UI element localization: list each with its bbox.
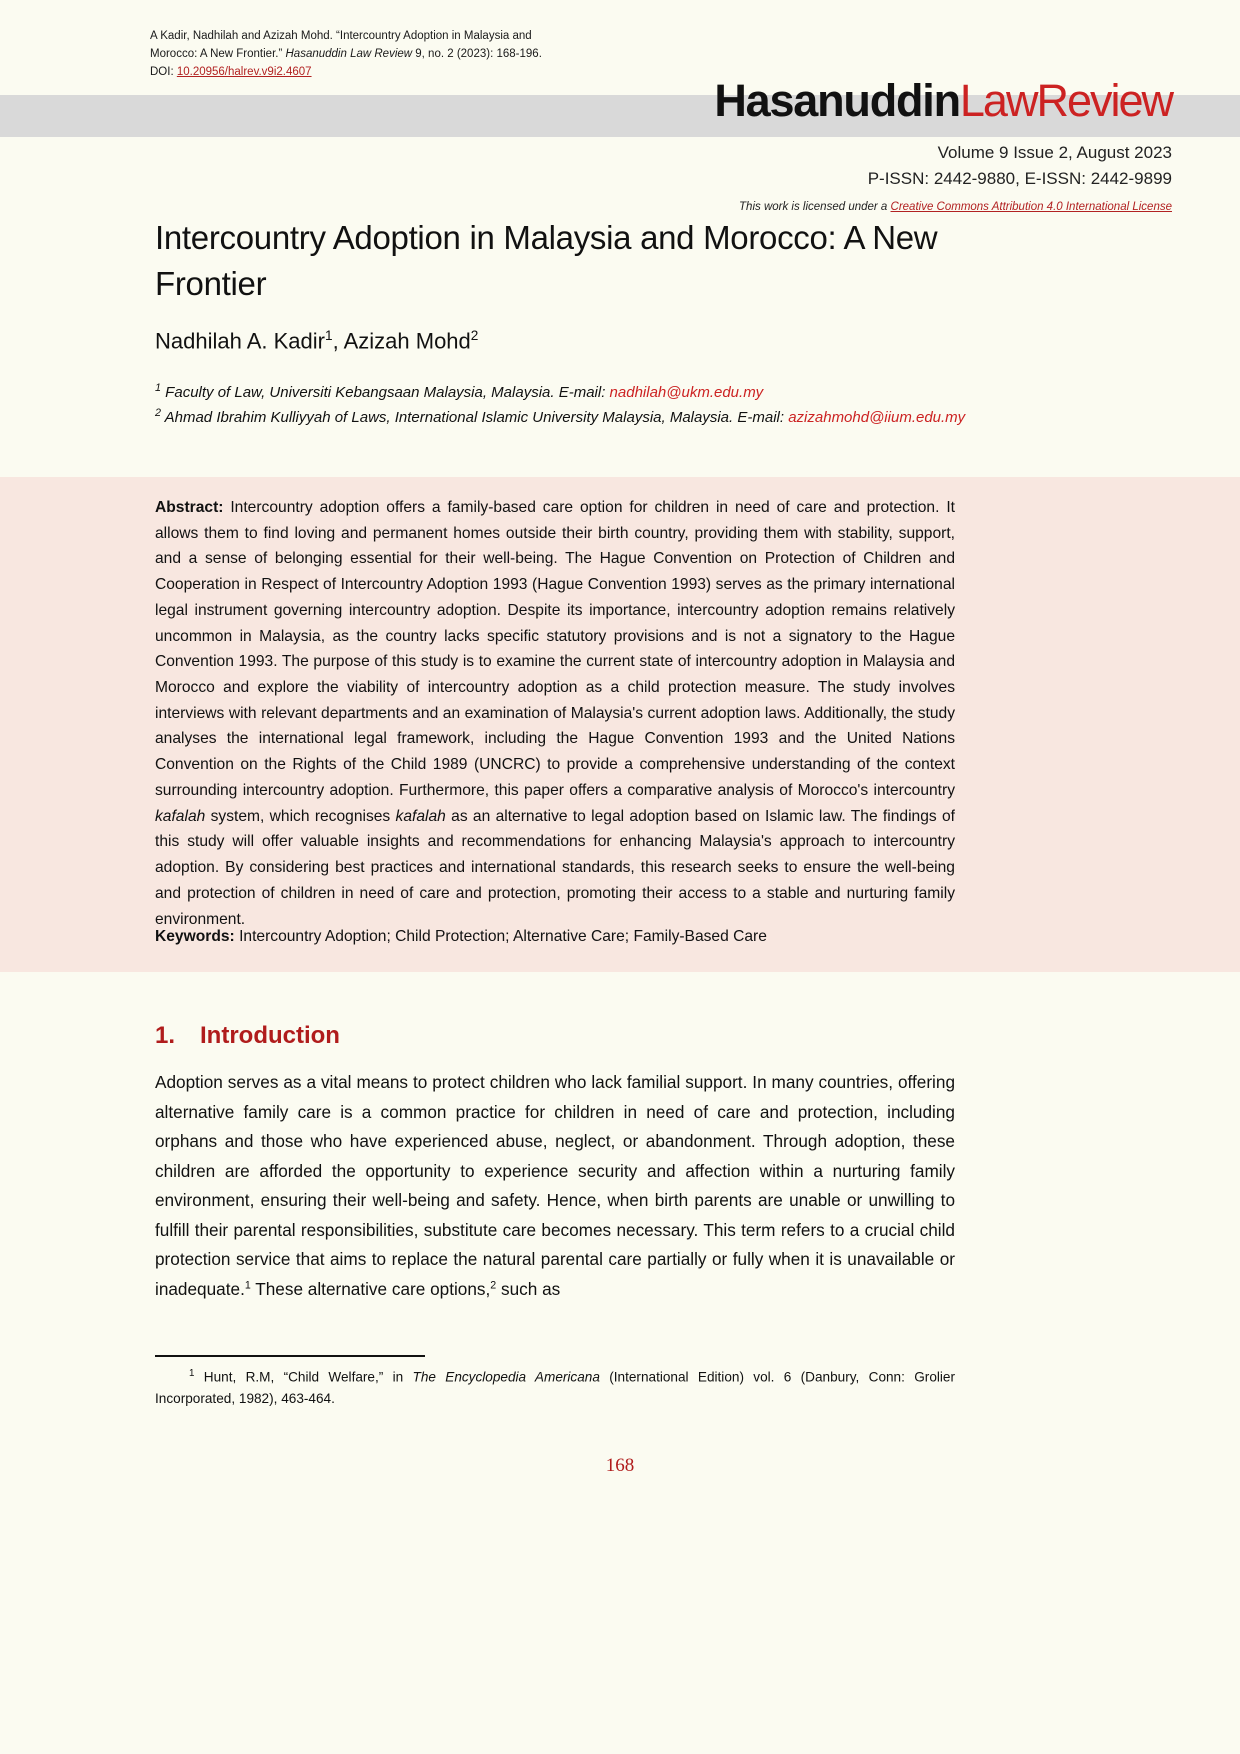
- author-separator: ,: [332, 328, 344, 354]
- footnote-text-a: Hunt, R.M, “Child Welfare,” in: [194, 1369, 413, 1385]
- masthead-black-text: Hasanuddin: [714, 75, 960, 126]
- abstract-part-1: Intercountry adoption offers a family-based care option for children in need of care and protection. It allows them to find loving and permanent homes outside their birth country, providing them with stability, support, and a sense of belonging essential for their well-being. The Hague Convention on Protection of Children and Cooperation in Respect of Intercountry Adoption 1993 (Hague Convention 1993) serves as the primary international legal instrument governing intercountry adoption. Despite its importance, intercountry adoption remains relatively uncommon in Malaysia, as the country lacks specific statutory provisions and is not a signatory to the Hague Convention 1993. The purpose of this study is to examine the current state of intercountry adoption in Malaysia and Morocco and explore the viability of intercountry adoption as a child protection measure. The study involves interviews with relevant departments and an examination of Malaysia's current adoption laws. Additionally, the study analyses the international legal framework, including the Hague Convention 1993 and the United Nations Convention on the Rights of the Child 1989 (UNCRC) to provide a comprehensive understanding of the context surrounding intercountry adoption. Furthermore, this paper offers a comparative analysis of Morocco's intercountry: [155, 499, 955, 799]
- footnote-ref-1[interactable]: 1: [244, 1279, 251, 1292]
- volume-issue-line: Volume 9 Issue 2, August 2023: [937, 143, 1172, 162]
- doi-link[interactable]: 10.20956/halrev.v9i2.4607: [176, 65, 312, 78]
- page-title: Intercountry Adoption in Malaysia and Morocco: A New Frontier: [155, 219, 938, 302]
- footnote-ref-2[interactable]: 2: [490, 1279, 497, 1292]
- author-list: [155, 328, 985, 354]
- citation-line-1: A Kadir, Nadhilah and Azizah Mohd. “Intercountry Adoption in Malaysia: [150, 30, 510, 42]
- citation-line-2-prefix: and Morocco: A New Frontier.”: [150, 30, 532, 60]
- affiliation-1-email[interactable]: nadhilah@ukm.edu.my: [609, 384, 764, 401]
- footnote-separator: [155, 1355, 425, 1357]
- abstract-italic-kafalah-2: kafalah: [395, 807, 446, 825]
- masthead-red-text: LawReview: [959, 75, 1172, 126]
- affiliation-1-marker: 1: [155, 382, 162, 394]
- author-1-name: Nadhilah A. Kadir: [155, 328, 325, 354]
- author-1-affiliation-marker: 1: [325, 328, 333, 343]
- issn-line: P-ISSN: 2442-9880, E-ISSN: 2442-9899: [867, 169, 1172, 189]
- affiliation-2-email[interactable]: azizahmohd@iium.edu.my: [788, 409, 966, 427]
- affiliation-1-text: Faculty of Law, Universiti Kebangsaan Malaysia, Malaysia. E-mail:: [161, 384, 610, 401]
- journal-metadata: [472, 140, 1172, 217]
- citation-line-2-suffix: 9, no. 2 (2023):: [412, 47, 494, 60]
- affiliation-1: [155, 380, 983, 405]
- section-number: 1.: [155, 1022, 176, 1049]
- body-part-3: such as: [496, 1279, 561, 1300]
- keywords-label: Keywords:: [155, 928, 235, 945]
- license-line: [472, 199, 1172, 217]
- abstract-label: Abstract:: [155, 499, 224, 516]
- body-part-2: These alternative care options,: [250, 1279, 491, 1300]
- affiliation-2-marker: 2: [155, 407, 162, 420]
- journal-masthead: [714, 75, 1172, 126]
- footnote-text-b: (International Edition) vol. 6 (Danbury, Conn: Grolier Incorporated, 1982), 463-464.: [155, 1369, 956, 1406]
- citation-journal-title: Hasanuddin Law Review: [285, 47, 413, 60]
- author-2-name: Azizah Mohd: [343, 328, 471, 354]
- affiliations-block: [155, 380, 983, 431]
- body-part-1: Adoption serves as a vital means to protect children who lack familial support. In many countries, offering alternative family care is a common practice for children in need of care and protection, including orphans and those who have experienced abuse, neglect, or abandonment. Through adoption, these children are afforded the opportunity to experience security and affection within a nurturing family environment, ensuring their well-being and safety. Hence, when birth parents are unable or unwilling to fulfill their parental responsibilities, substitute care becomes necessary. This term refers to a crucial child protection service that aims to replace the natural parental care partially or fully when it is unavailable or inadequate.: [155, 1072, 955, 1300]
- footnote-marker: 1: [189, 1368, 195, 1379]
- keywords-value: Intercountry Adoption; Child Protection; Alternative Care; Family-Based Care: [234, 928, 767, 945]
- affiliation-2: [155, 409, 965, 426]
- abstract-italic-kafalah-1: kafalah: [155, 807, 206, 825]
- citation-pages-prefix: 168-196. DOI:: [150, 47, 542, 78]
- keywords-line: [155, 928, 955, 946]
- abstract-part-3: as an alternative to legal adoption based on Islamic law. The findings of this study will offer valuable insights and recommendations for enhancing Malaysia's approach to intercountry adoption. By considering best practices and international standards, this research seeks to ensure the well-being and protection of children in need of care and protection, promoting their access to a stable and nurturing family environment.: [155, 807, 955, 928]
- section-title: Introduction: [200, 1022, 340, 1049]
- body-paragraph: [155, 1068, 955, 1305]
- abstract-part-2: system, which recognises: [205, 807, 396, 825]
- author-2-affiliation-marker: 2: [470, 328, 479, 343]
- creative-commons-link[interactable]: Creative Commons Attribution 4.0 International License: [890, 200, 1172, 213]
- footnote-source-title: The Encyclopedia Americana: [412, 1369, 600, 1385]
- page-number: 168: [605, 1455, 635, 1476]
- footnote-1: [155, 1366, 955, 1409]
- affiliation-2-text: Ahmad Ibrahim Kulliyyah of Laws, International Islamic University Malaysia, Malaysia. E-mail:: [161, 409, 789, 427]
- section-heading-introduction: [155, 1022, 955, 1050]
- citation-block: [150, 28, 550, 81]
- abstract-text: [155, 495, 955, 932]
- license-prefix: This work is licensed under a: [739, 200, 891, 213]
